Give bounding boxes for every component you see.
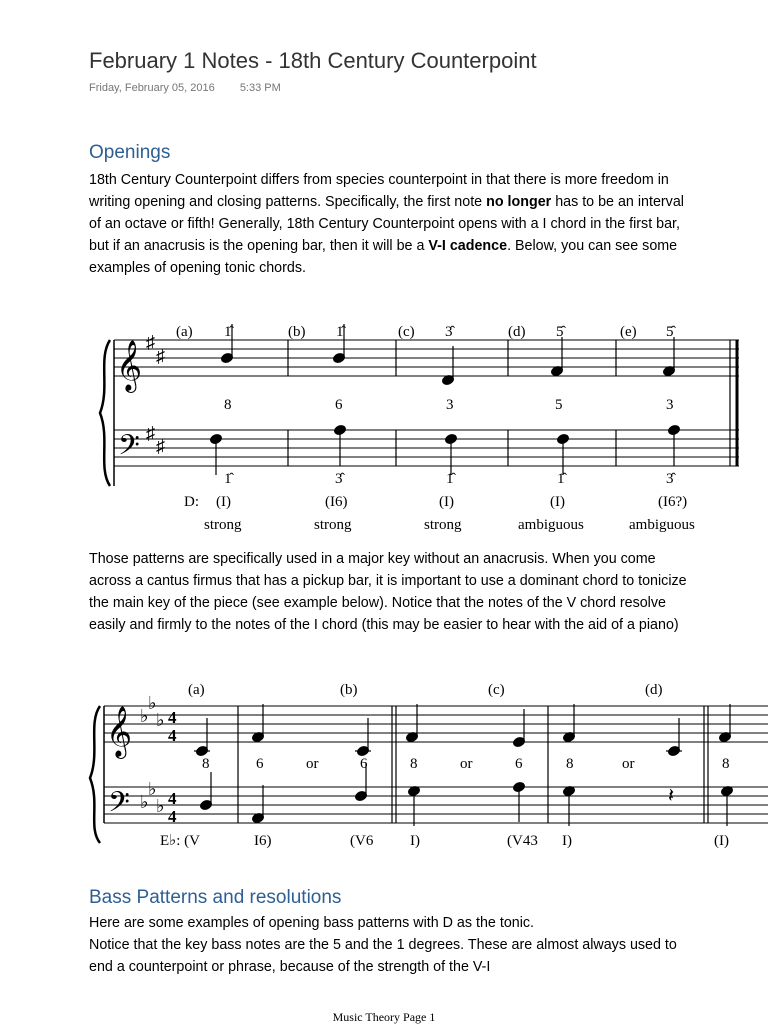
- flat-icon: ♭: [140, 792, 149, 812]
- interval-number: 3: [666, 397, 674, 413]
- roman-numeral: (I): [714, 833, 729, 849]
- roman-numeral: (V6: [350, 833, 374, 849]
- interval-or: or: [306, 756, 319, 772]
- flat-icon: ♭: [156, 710, 165, 730]
- openings-paragraph: [89, 169, 689, 279]
- interval-number: 6: [256, 756, 264, 772]
- roman-numeral: (V43: [507, 833, 538, 849]
- bass-clef-icon: 𝄢: [108, 788, 130, 825]
- bass-clef-icon: 𝄢: [118, 431, 140, 468]
- scale-degree: 1̂: [224, 324, 232, 340]
- sharp-icon: ♯: [146, 332, 155, 352]
- bass-line-1: Here are some examples of opening bass patterns with D as the tonic.: [89, 915, 535, 931]
- example-label: (a): [176, 324, 193, 340]
- bass-degree: 1̂: [224, 471, 232, 487]
- interval-number: 5: [555, 397, 563, 413]
- anacrusis-paragraph: Those patterns are specifically used in a major key without an anacrusis. When you come across a cantus firmus that has a pickup bar, it is important to use a dominant chord to tonicize the main key of the piece (see example below). Notice that the notes of the V chord resolve easily and firmly to the notes of the I chord (this may be easier to hear with the aid of a piano): [89, 551, 687, 633]
- flat-icon: ♭: [148, 779, 157, 799]
- example-label: (c): [398, 324, 415, 340]
- page-meta: [89, 82, 281, 94]
- page-footer: Music Theory Page 1: [332, 1010, 436, 1024]
- example-label: (c): [488, 682, 505, 698]
- interval-number: 6: [335, 397, 343, 413]
- flat-icon: ♭: [156, 796, 165, 816]
- page-title: February 1 Notes - 18th Century Counterpoint: [89, 48, 537, 73]
- example-label: (e): [620, 324, 637, 340]
- roman-numeral: I): [562, 833, 572, 849]
- scale-degree: 5̂: [556, 324, 564, 340]
- strength-label: strong: [204, 517, 242, 533]
- example-label: (d): [508, 324, 526, 340]
- scale-degree: 1̂: [336, 324, 344, 340]
- bass-paragraph: [89, 912, 699, 978]
- page-date: Friday, February 05, 2016: [89, 82, 215, 94]
- treble-clef-icon: 𝄞: [106, 707, 133, 756]
- text-run: 18th Century Counterpoint differs from species counterpoint in that there is more freedom in writing opening and closing patterns. Specifically, the first note: [89, 172, 669, 210]
- roman-numeral: I): [410, 833, 420, 849]
- treble-clef-icon: 𝄞: [116, 341, 143, 390]
- interval-number: 6: [360, 756, 368, 772]
- key-label: D:: [184, 494, 199, 510]
- interval-or: or: [460, 756, 473, 772]
- chord-label: (I): [216, 494, 231, 510]
- bold-v-i-cadence: V-I cadence: [428, 238, 508, 254]
- bass-degree: 3̂: [666, 471, 674, 487]
- heading-openings: Openings: [89, 142, 171, 163]
- bass-degree: 1̂: [446, 471, 454, 487]
- chord-label: (I): [550, 494, 565, 510]
- flat-icon: ♭: [140, 706, 149, 726]
- example-label: (b): [288, 324, 306, 340]
- example-label: (a): [188, 682, 205, 698]
- sharp-icon: ♯: [156, 436, 165, 456]
- heading-bass-patterns: Bass Patterns and resolutions: [89, 887, 342, 908]
- text-run: . Below, you can see some examples of opening tonic chords.: [89, 238, 678, 276]
- score-example-openings: [96, 318, 746, 536]
- page-time: 5:33 PM: [239, 82, 281, 94]
- interval-number: 6: [515, 756, 523, 772]
- time-signature: 4: [168, 708, 177, 727]
- interval-or: or: [622, 756, 635, 772]
- chord-label: (I): [439, 494, 454, 510]
- sharp-icon: ♯: [156, 346, 165, 366]
- sharp-icon: ♯: [146, 423, 155, 443]
- strength-label: strong: [424, 517, 462, 533]
- time-signature: 4: [168, 789, 177, 808]
- chord-label: (I6?): [658, 494, 688, 510]
- strength-label: strong: [314, 517, 352, 533]
- flat-icon: ♭: [148, 693, 157, 713]
- example-label: (d): [645, 682, 663, 698]
- interval-number: 3: [446, 397, 454, 413]
- roman-numeral: I6): [254, 833, 272, 849]
- scale-degree: 5̂: [666, 324, 674, 340]
- interval-number: 8: [410, 756, 418, 772]
- example-label: (b): [340, 682, 358, 698]
- time-signature: 4: [168, 807, 177, 826]
- key-label: E♭: (V: [160, 833, 200, 849]
- bass-degree: 3̂: [335, 471, 343, 487]
- interval-number: 8: [224, 397, 232, 413]
- bold-no-longer: no longer: [486, 194, 552, 210]
- interval-number: 8: [566, 756, 574, 772]
- score-example-anacrusis: [88, 678, 768, 854]
- interval-number: 8: [722, 756, 730, 772]
- bass-degree: 1̂: [557, 471, 565, 487]
- quarter-rest-icon: 𝄽: [668, 785, 675, 807]
- chord-label: (I6): [325, 494, 348, 510]
- strength-label: ambiguous: [629, 517, 695, 533]
- bass-line-2: Notice that the key bass notes are the 5 and the 1 degrees. These are almost always used to end a counterpoint or phrase, because of the strength of the V-I: [89, 937, 677, 975]
- text-run: has to be an interval of an octave or fifth! Generally, 18th Century Counterpoint opens with a I chord in the first bar, but if an anacrusis is the opening bar, then it will be a: [89, 194, 684, 254]
- time-signature: 4: [168, 726, 177, 745]
- scale-degree: 3̂: [445, 324, 453, 340]
- interval-number: 8: [202, 756, 210, 772]
- strength-label: ambiguous: [518, 517, 584, 533]
